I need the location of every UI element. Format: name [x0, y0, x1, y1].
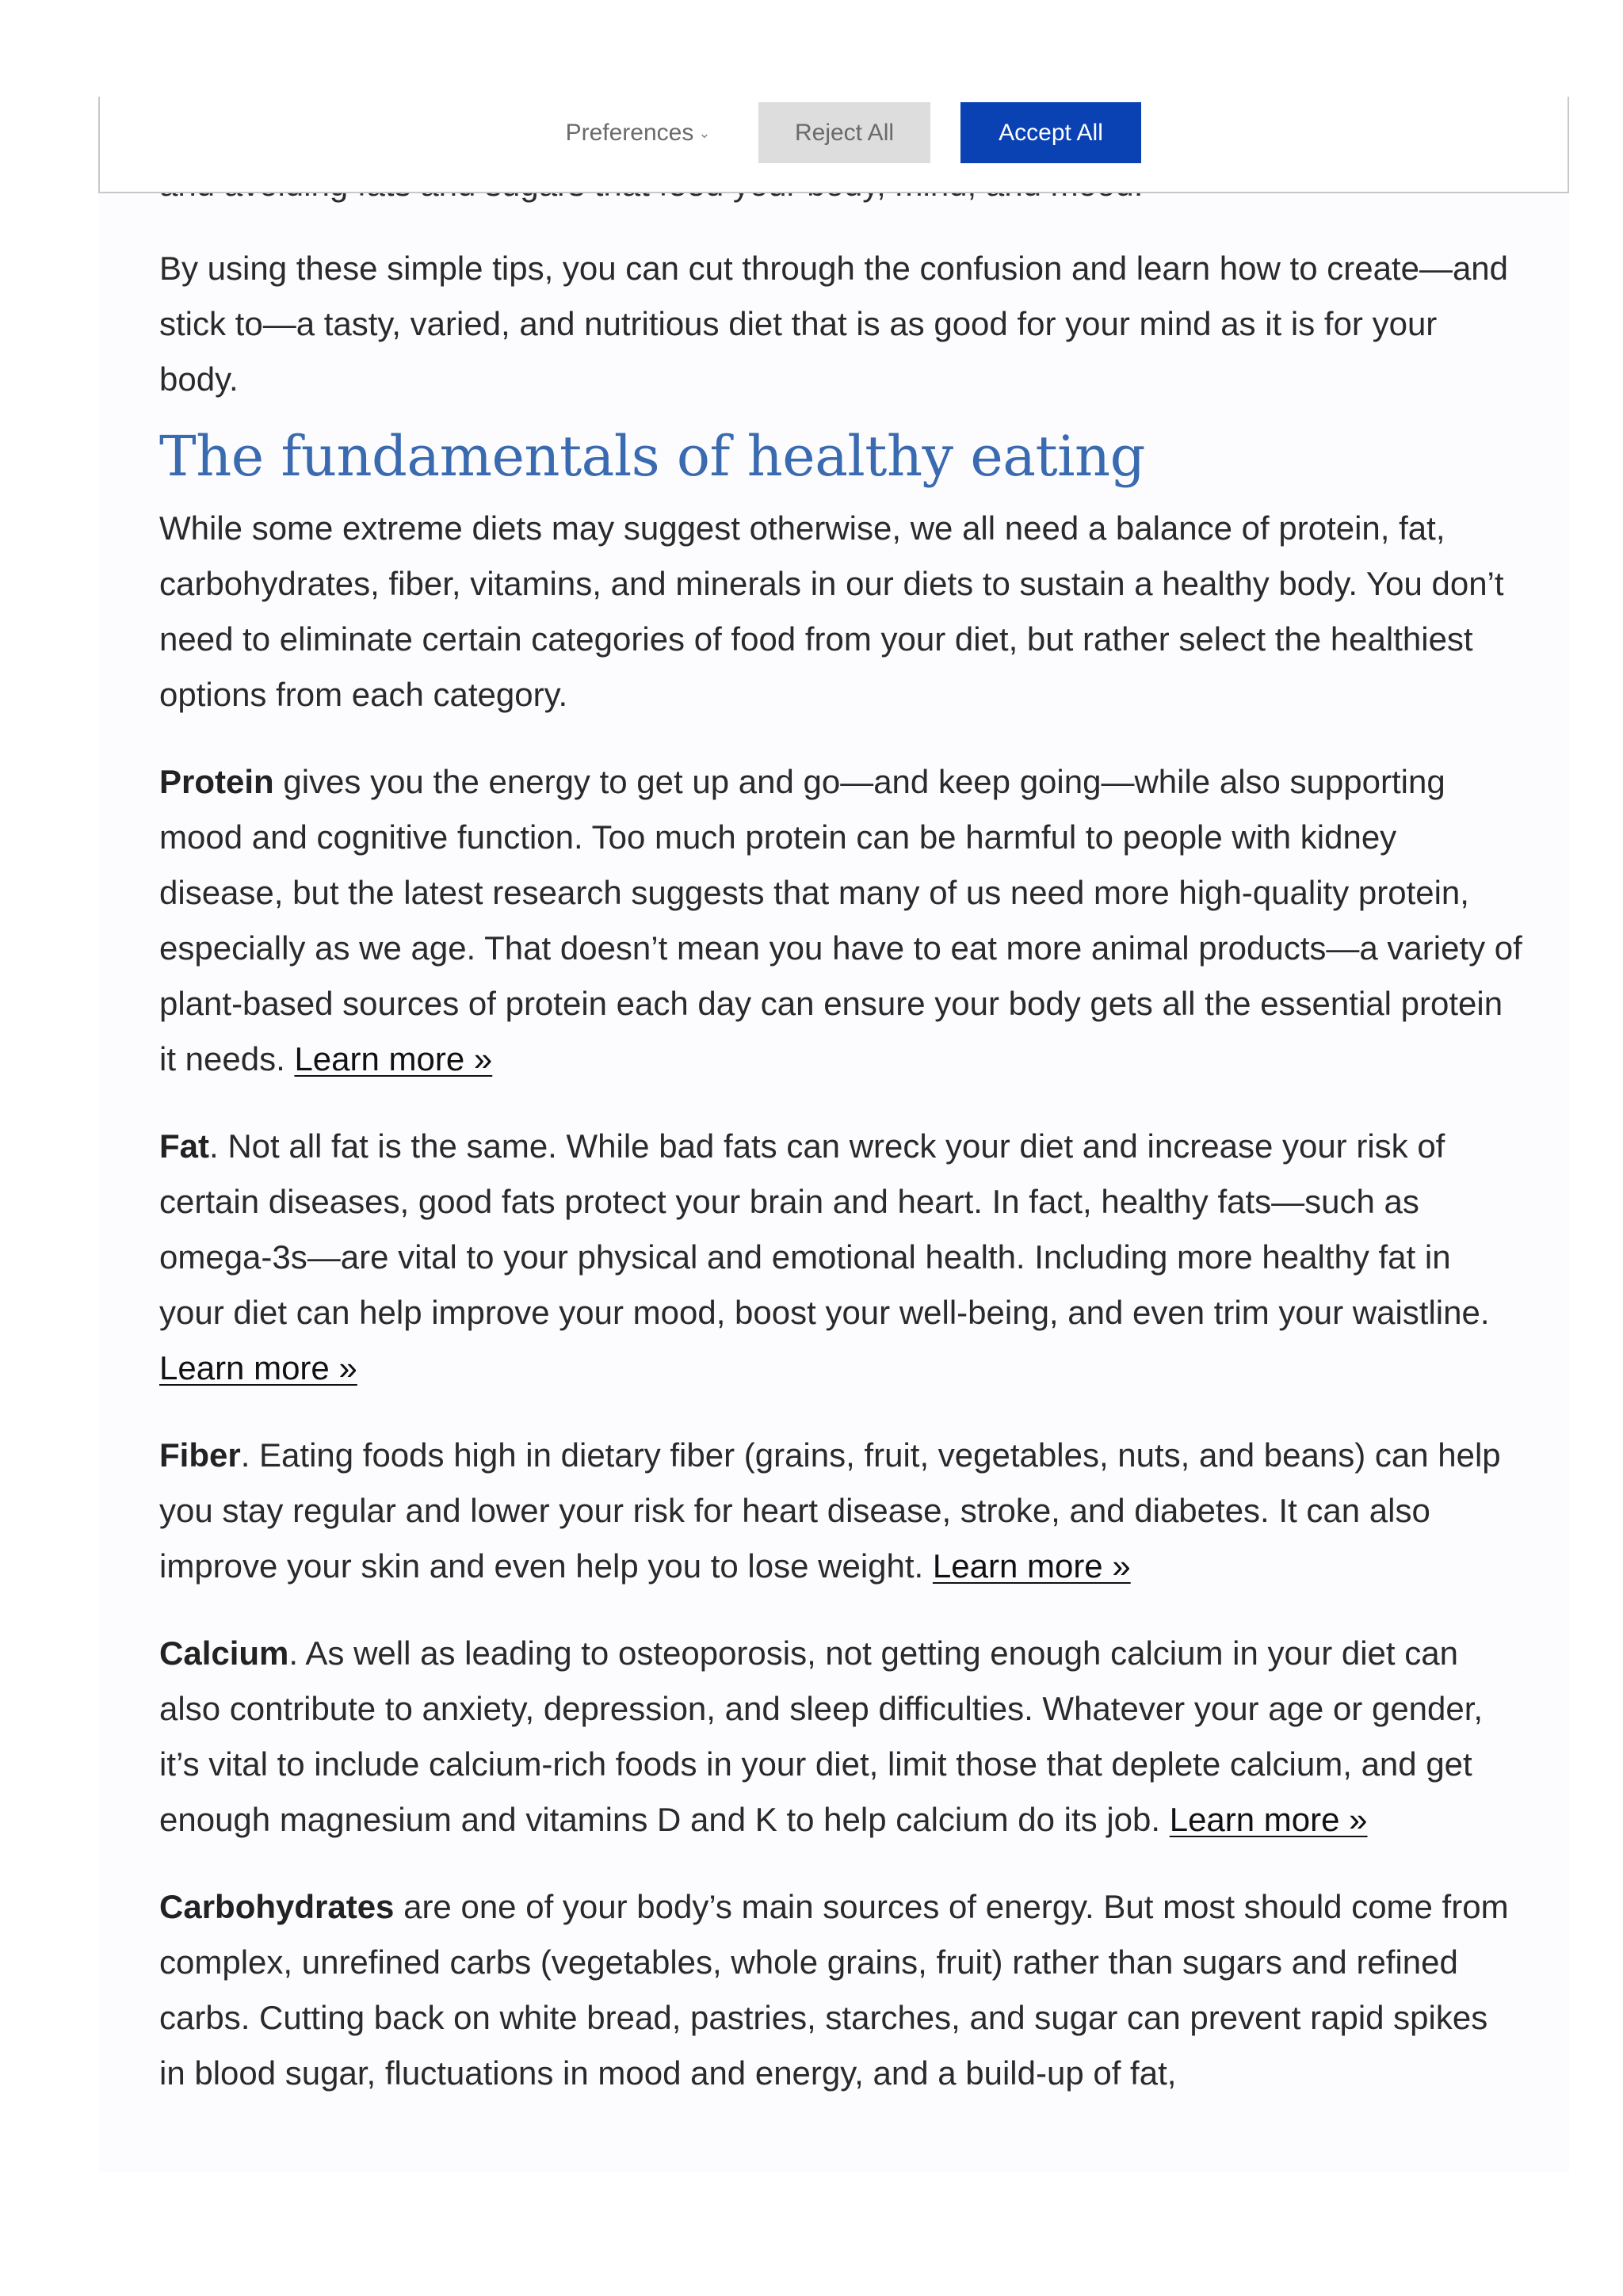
fat-paragraph: [159, 1119, 1522, 1396]
calcium-learn-more-link[interactable]: Learn more »: [1169, 1801, 1368, 1838]
lead-paragraph: While some extreme diets may suggest otherwise, we all need a balance of protein, fat, carbohydrates, fiber, vitamins, and minerals in our diets to sustain a healthy body. You don’t need to eliminate certain categories of food from your diet, but rather select the healthiest options from each category.: [159, 509, 1504, 713]
protein-text: gives you the energy to get up and go—and keep going—while also supporting mood and cognitive function. Too much protein can be harmful to people with kidney disease, but the latest research suggests that many of us need more high-quality protein, especially as we age. That doesn’t mean you have to eat more animal products—a variety of plant-based sources of protein each day can ensure your body gets all the essential protein it needs.: [159, 763, 1522, 1077]
fiber-term: Fiber: [159, 1436, 241, 1474]
fiber-learn-more-link[interactable]: Learn more »: [932, 1547, 1131, 1585]
preferences-button[interactable]: [555, 101, 721, 165]
section-heading: The fundamentals of healthy eating: [159, 424, 1145, 489]
preferences-label: Preferences: [565, 120, 694, 146]
accept-all-button[interactable]: Accept All: [960, 102, 1141, 163]
calcium-term: Calcium: [159, 1634, 289, 1672]
calcium-text: . As well as leading to osteoporosis, not getting enough calcium in your diet can also contribute to anxiety, depression, and sleep difficulties. Whatever your age or gender, it’s vital to include calcium-rich foods in your diet, limit those that deplete calcium, and get enough magnesium and vitamins D and K to help calcium do its job.: [159, 1634, 1484, 1838]
carbohydrates-term: Carbohydrates: [159, 1888, 395, 1925]
fiber-text: . Eating foods high in dietary fiber (grains, fruit, vegetables, nuts, and beans) can help you stay regular and lower your risk for heart disease, stroke, and diabetes. It can also improve your skin and even help you to lose weight.: [159, 1436, 1501, 1585]
protein-learn-more-link[interactable]: Learn more »: [294, 1040, 493, 1077]
fiber-paragraph: [159, 1428, 1522, 1594]
chevron-down-icon: ⌄: [698, 125, 711, 141]
fat-text: . Not all fat is the same. While bad fats can wreck your diet and increase your risk of certain diseases, good fats protect your brain and heart. In fact, healthy fats—such as omega-3s—are vital to your physical and emotional health. Including more healthy fat in your diet can help improve your mood, boost your well-being, and even trim your waistline.: [159, 1127, 1490, 1331]
carbohydrates-paragraph: [159, 1879, 1522, 2101]
fat-learn-more-link[interactable]: Learn more »: [159, 1349, 357, 1386]
protein-paragraph: [159, 754, 1522, 1087]
fat-term: Fat: [159, 1127, 209, 1165]
article-body: [159, 241, 1522, 2133]
reject-all-button[interactable]: Reject All: [758, 102, 930, 163]
carbohydrates-text: are one of your body’s main sources of energy. But most should come from complex, unrefined carbs (vegetables, whole grains, fruit) rather than sugars and refined carbs. Cutting back on white bread, pastries, starches, and sugar can prevent rapid spikes in blood sugar, fluctuations in mood and energy, and a build-up of fat,: [159, 1888, 1509, 2092]
calcium-paragraph: [159, 1626, 1522, 1848]
intro-paragraph: By using these simple tips, you can cut through the confusion and learn how to create—and stick to—a tasty, varied, and nutritious diet that is as good for your mind as it is for your body.: [159, 250, 1509, 398]
protein-term: Protein: [159, 763, 274, 800]
